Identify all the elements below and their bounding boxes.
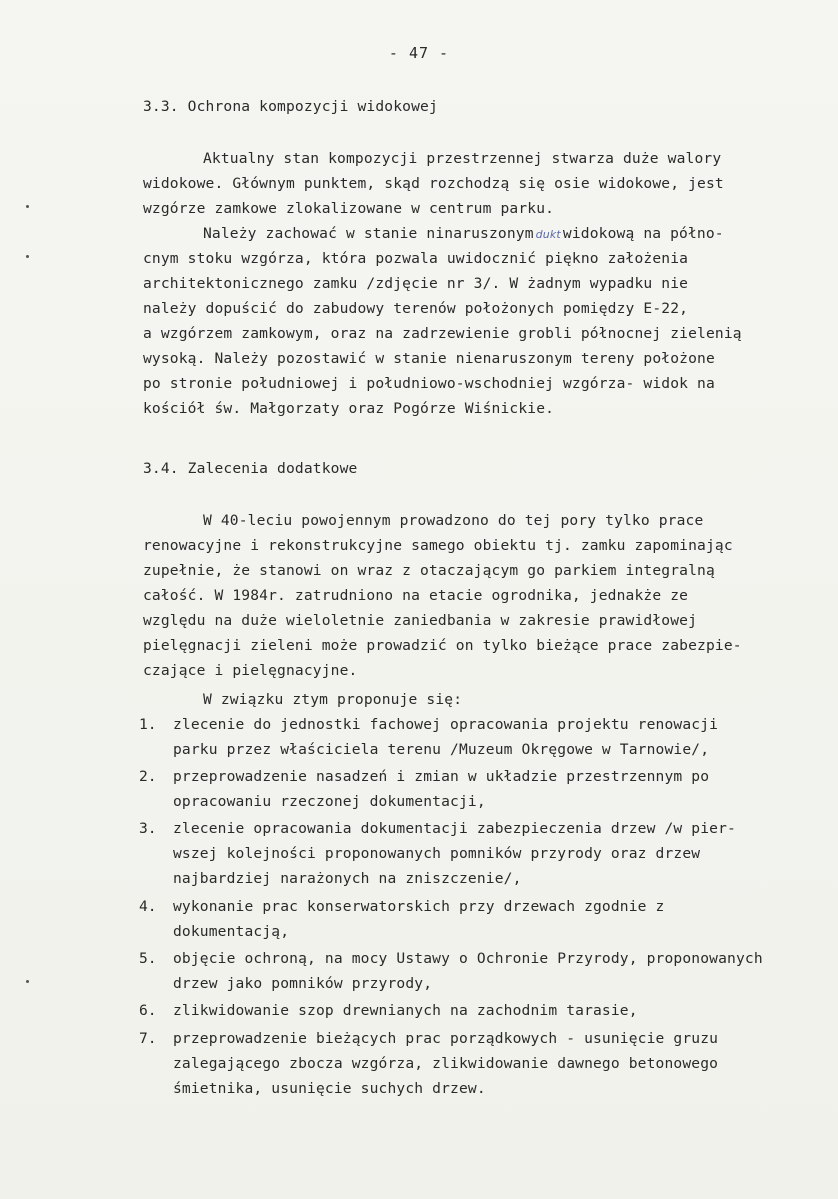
list-item-line: dokumentacją, (173, 923, 290, 940)
list-item-line: zlikwidowanie szop drewnianych na zachodnim tarasie, (173, 1002, 638, 1019)
paragraph-line: zupełnie, że stanowi on wraz z otaczającym go parkiem integralną (143, 562, 715, 579)
list-item-line: zlecenie do jednostki fachowej opracowania projektu renowacji (173, 716, 719, 733)
list-item-line: zalegającego zbocza wzgórza, zlikwidowanie dawnego betonowego (173, 1055, 719, 1072)
list-number: 3. (139, 820, 157, 837)
list-number: 7. (139, 1030, 157, 1047)
list-number: 1. (139, 716, 157, 733)
paragraph-line: cnym stoku wzgórza, która pozwala uwidocznić piękno założenia (143, 250, 689, 267)
list-number: 6. (139, 1002, 157, 1019)
paragraph-line: widokowe. Głównym punktem, skąd rozchodzą się osie widokowe, jest (143, 175, 724, 192)
paragraph-line: pielęgnacji zieleni może prowadzić on tylko bieżące prace zabezpie- (143, 637, 742, 654)
list-number: 2. (139, 768, 157, 785)
list-number: 5. (139, 950, 157, 967)
paragraph-line: W 40-leciu powojennym prowadzono do tej pory tylko prace (203, 512, 704, 529)
list-item-line: śmietnika, usunięcie suchych drzew. (173, 1080, 486, 1097)
paragraph-line: wysoką. Należy pozostawić w stanie nienaruszonym tereny położone (143, 350, 715, 367)
list-item-line: przeprowadzenie bieżących prac porządkowych - usunięcie gruzu (173, 1030, 719, 1047)
list-item-line: drzew jako pomników przyrody, (173, 975, 433, 992)
paragraph-line: należy dopuścić do zabudowy terenów położonych pomiędzy E-22, (143, 300, 689, 317)
paragraph-line: całość. W 1984r. zatrudniono na etacie ogrodnika, jednakże ze (143, 587, 689, 604)
paragraph-line: wzgórze zamkowe zlokalizowane w centrum parku. (143, 200, 555, 217)
paragraph-line: renowacyjne i rekonstrukcyjne samego obiektu tj. zamku zapominając (143, 537, 733, 554)
margin-speck (26, 255, 29, 258)
paragraph-line: a wzgórzem zamkowym, oraz na zadrzewienie grobli północnej zielenią (143, 325, 742, 342)
list-item-line: wykonanie prac konserwatorskich przy drzewach zgodnie z (173, 898, 665, 915)
paragraph-line: czające i pielęgnacyjne. (143, 662, 358, 679)
handwritten-insert: dukt (535, 228, 561, 241)
paragraph-fragment: Należy zachować w stanie ninaruszonym (203, 225, 534, 242)
list-number: 4. (139, 898, 157, 915)
paragraph-line: architektonicznego zamku /zdjęcie nr 3/. W żadnym wypadku nie (143, 275, 689, 292)
list-item-line: zlecenie opracowania dokumentacji zabezpieczenia drzew /w pier- (173, 820, 736, 837)
margin-speck (26, 205, 29, 208)
page-number: - 47 - (388, 44, 450, 62)
paragraph-line: po stronie południowej i południowo-wschodniej wzgórza- widok na (143, 375, 715, 392)
paragraph-fragment: widokową na półno- (562, 225, 724, 242)
paragraph-line: Aktualny stan kompozycji przestrzennej stwarza duże walory (203, 150, 722, 167)
list-item-line: wszej kolejności proponowanych pomników przyrody oraz drzew (173, 845, 701, 862)
list-item-line: opracowaniu rzeczonej dokumentacji, (173, 793, 486, 810)
section-heading: 3.3. Ochrona kompozycji widokowej (143, 98, 438, 115)
list-item-line: objęcie ochroną, na mocy Ustawy o Ochronie Przyrody, proponowanych (173, 950, 763, 967)
paragraph-line: względu na duże wieloletnie zaniedbania w zakresie prawidłowej (143, 612, 698, 629)
list-item-line: najbardziej narażonych na zniszczenie/, (173, 870, 522, 887)
section-heading: 3.4. Zalecenia dodatkowe (143, 460, 358, 477)
paragraph-line: W związku ztym proponuje się: (203, 691, 463, 708)
list-item-line: przeprowadzenie nasadzeń i zmian w układzie przestrzennym po (173, 768, 710, 785)
paragraph-line (203, 225, 724, 242)
margin-speck (26, 980, 29, 983)
list-item-line: parku przez właściciela terenu /Muzeum Okręgowe w Tarnowie/, (173, 741, 710, 758)
paragraph-line: kościół św. Małgorzaty oraz Pogórze Wiśnickie. (143, 400, 555, 417)
